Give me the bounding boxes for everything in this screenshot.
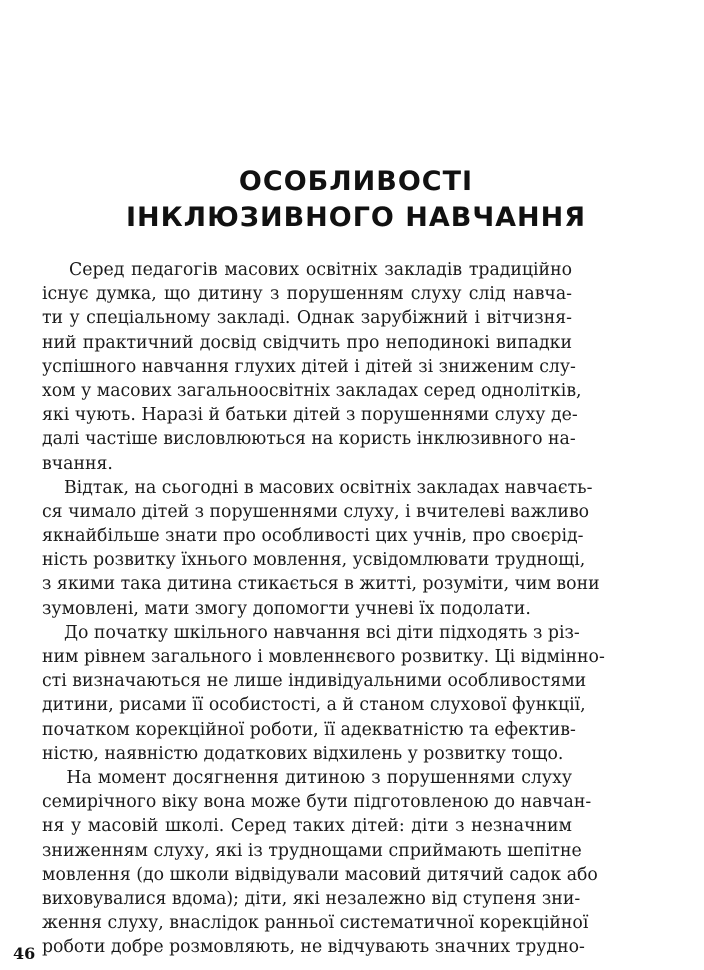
text-line: дитини, рисами її особистості, а й станом слухової функції, (42, 695, 586, 716)
text-line: ний практичний досвід свідчить про неподинокі випадки (42, 332, 572, 353)
text-line: зниженням слуху, які із труднощами сприймають шепітне (42, 840, 582, 861)
text-line: зумовлені, мати змогу допомогти учневі їх подолати. (42, 598, 531, 619)
text-line: з якими така дитина стикається в житті, розуміти, чим вони (42, 574, 600, 595)
text-line: які чують. Наразі й батьки дітей з порушеннями слуху де- (42, 405, 578, 426)
text-line: хом у масових загальноосвітніх закладах серед однолітків, (42, 380, 582, 401)
text-line: сті визначаються не лише індивідуальними особливостями (42, 671, 587, 692)
text-line: ність розвитку їхнього мовлення, усвідомлювати труднощі, (42, 550, 586, 571)
text-line: ти у спеціальному закладі. Однак зарубіжний і вітчизня- (42, 308, 572, 329)
chapter-title-line-1: ОСОБЛИВОСТІ (238, 166, 474, 197)
text-line: ністю, наявністю додаткових відхилень у розвитку тощо. (42, 743, 564, 764)
text-line: вчання. (42, 453, 113, 474)
text-line: роботи добре розмовляють, не відчувають значних трудно- (42, 937, 585, 958)
text-line: До початку шкільного навчання всі діти підходять з різ- (42, 622, 580, 643)
text-line: успішного навчання глухих дітей і дітей зі зниженим слу- (42, 356, 576, 377)
text-line: Серед педагогів масових освітніх закладів традиційно (42, 260, 572, 280)
page-number: 46 (13, 944, 36, 963)
text-line: існує думка, що дитину з порушенням слуху слід навча- (42, 284, 572, 305)
text-line: семирічного віку вона може бути підготовленою до навчан- (42, 792, 592, 813)
text-line: Відтак, на сьогодні в масових освітніх закладах навчаєть- (42, 477, 593, 498)
text-line: ся чимало дітей з порушеннями слуху, і вчителеві важливо (42, 501, 590, 522)
chapter-title-line-2: ІНКЛЮЗИВНОГО НАВЧАННЯ (125, 202, 587, 233)
text-line: На момент досягнення дитиною з порушеннями слуху (42, 767, 572, 788)
text-line: виховувалися вдома); діти, які незалежно від ступеня зни- (42, 888, 581, 909)
text-line: далі частіше висловлюються на користь інклюзивного на- (42, 429, 576, 450)
text-line: початком корекційної роботи, її адекватністю та ефектив- (42, 719, 576, 740)
text-line: ним рівнем загального і мовленнєвого розвитку. Ці відмінно- (42, 647, 605, 667)
text-line: мовлення (до школи відвідували масовий дитячий садок або (42, 864, 598, 885)
text-line: якнайбільше знати про особливості цих учнів, про своєрід- (42, 526, 584, 547)
text-line: ня у масовій школі. Серед таких дітей: діти з незначним (42, 816, 572, 837)
body-text (42, 258, 605, 959)
text-line: ження слуху, внаслідок ранньої систематичної корекційної (42, 913, 589, 934)
